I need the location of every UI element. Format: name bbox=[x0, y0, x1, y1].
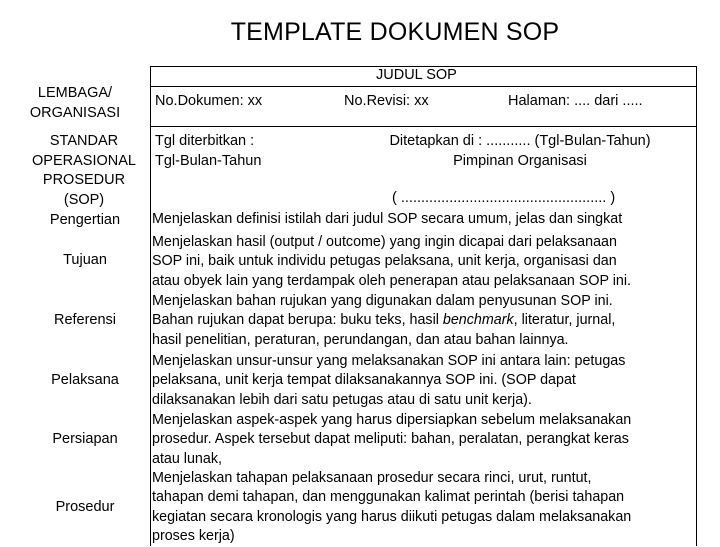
referensi-line-1: Menjelaskan bahan rujukan yang digunakan dalam penyusunan SOP ini. bbox=[152, 293, 613, 309]
persiapan-line-3: atau lunak, bbox=[152, 450, 222, 467]
row-content-pelaksana bbox=[152, 352, 692, 410]
lembaga-label bbox=[10, 84, 140, 123]
row-content-prosedur bbox=[152, 469, 692, 547]
ditetapkan bbox=[370, 132, 670, 171]
row-label-pelaksana: Pelaksana bbox=[51, 372, 119, 388]
lembaga-line-2: ORGANISASI bbox=[29, 104, 121, 121]
document-title: TEMPLATE DOKUMEN SOP bbox=[230, 18, 560, 46]
pengertian-line-1: Menjelaskan definisi istilah dari judul SOP secara umum, jelas dan singkat bbox=[152, 211, 623, 227]
persiapan-line-1: Menjelaskan aspek-aspek yang harus dipersiapkan sebelum melaksanakan bbox=[152, 412, 632, 428]
pelaksana-line-2: pelaksana, unit kerja tempat dilaksanakannya SOP ini. (SOP dapat bbox=[152, 372, 576, 389]
tujuan-line-1: Menjelaskan hasil (output / outcome) yang ingin dicapai dari pelaksanaan bbox=[152, 234, 617, 250]
standar-line-2: OPERASIONAL bbox=[32, 152, 136, 169]
standar-label bbox=[10, 132, 158, 210]
tujuan-line-3: atau obyek lain yang terdampak oleh penerapan atau pelaksanaan SOP ini. bbox=[152, 272, 632, 289]
signature-line: ( ................................................... ) bbox=[392, 190, 616, 206]
lembaga-line-1: LEMBAGA/ bbox=[37, 85, 113, 101]
row-content-referensi bbox=[152, 292, 692, 350]
referensi-line-3: hasil penelitian, peraturan, perundangan, dan atau bahan lainnya. bbox=[152, 331, 569, 348]
pelaksana-line-3: dilaksanakan lebih dari satu petugas atau di satu unit kerja). bbox=[152, 391, 532, 408]
row-label-referensi: Referensi bbox=[53, 312, 117, 328]
row-label-persiapan: Persiapan bbox=[52, 431, 118, 447]
pelaksana-line-1: Menjelaskan unsur-unsur yang melaksanakan SOP ini antara lain: petugas bbox=[152, 353, 626, 369]
row-label-prosedur: Prosedur bbox=[55, 499, 115, 515]
referensi-line-2-tail: , literatur, jurnal, bbox=[513, 312, 616, 329]
table-border-right bbox=[696, 66, 697, 546]
tgl-diterbitkan bbox=[155, 132, 261, 171]
halaman: Halaman: .... dari ..... bbox=[508, 93, 643, 109]
prosedur-line-2: tahapan demi tahapan, dan menggunakan kalimat perintah (berisi tahapan bbox=[152, 489, 625, 506]
info-divider bbox=[150, 126, 697, 127]
row-label-pengertian: Pengertian bbox=[49, 212, 121, 228]
no-revisi: No.Revisi: xx bbox=[344, 93, 429, 109]
persiapan-line-2: prosedur. Aspek tersebut dapat meliputi: bahan, peralatan, perangkat keras bbox=[152, 431, 629, 448]
standar-line-3: PROSEDUR bbox=[42, 172, 126, 188]
tgl-diterbitkan-label: Tgl diterbitkan : bbox=[155, 133, 255, 149]
row-content-pengertian bbox=[152, 210, 692, 229]
standar-line-1: STANDAR bbox=[49, 133, 119, 149]
row-label-tujuan: Tujuan bbox=[63, 252, 107, 268]
referensi-line-2 bbox=[152, 311, 692, 330]
row-content-persiapan bbox=[152, 411, 692, 469]
benchmark-italic: benchmark bbox=[442, 312, 514, 329]
no-dokumen: No.Dokumen: xx bbox=[155, 93, 263, 109]
pimpinan-organisasi: Pimpinan Organisasi bbox=[453, 152, 587, 169]
judul-sop: JUDUL SOP bbox=[376, 67, 457, 83]
prosedur-line-4: proses kerja) bbox=[152, 528, 235, 545]
prosedur-line-1: Menjelaskan tahapan pelaksanaan prosedur secara rinci, urut, runtut, bbox=[152, 470, 592, 486]
referensi-line-2-start: Bahan rujukan dapat berupa: buku teks, hasil bbox=[152, 312, 443, 329]
tujuan-line-2: SOP ini, baik untuk individu petugas pelaksana, unit kerja, organisasi dan bbox=[152, 253, 617, 270]
prosedur-line-3: kegiatan secara kronologis yang harus diikuti petugas dalam melaksanakan bbox=[152, 508, 632, 525]
row-content-tujuan bbox=[152, 233, 692, 291]
standar-line-4: (SOP) bbox=[63, 191, 105, 208]
ditetapkan-line: Ditetapkan di : ........... (Tgl-Bulan-Tahun) bbox=[389, 133, 651, 149]
tgl-diterbitkan-value: Tgl-Bulan-Tahun bbox=[155, 152, 262, 169]
header-divider bbox=[150, 86, 697, 87]
